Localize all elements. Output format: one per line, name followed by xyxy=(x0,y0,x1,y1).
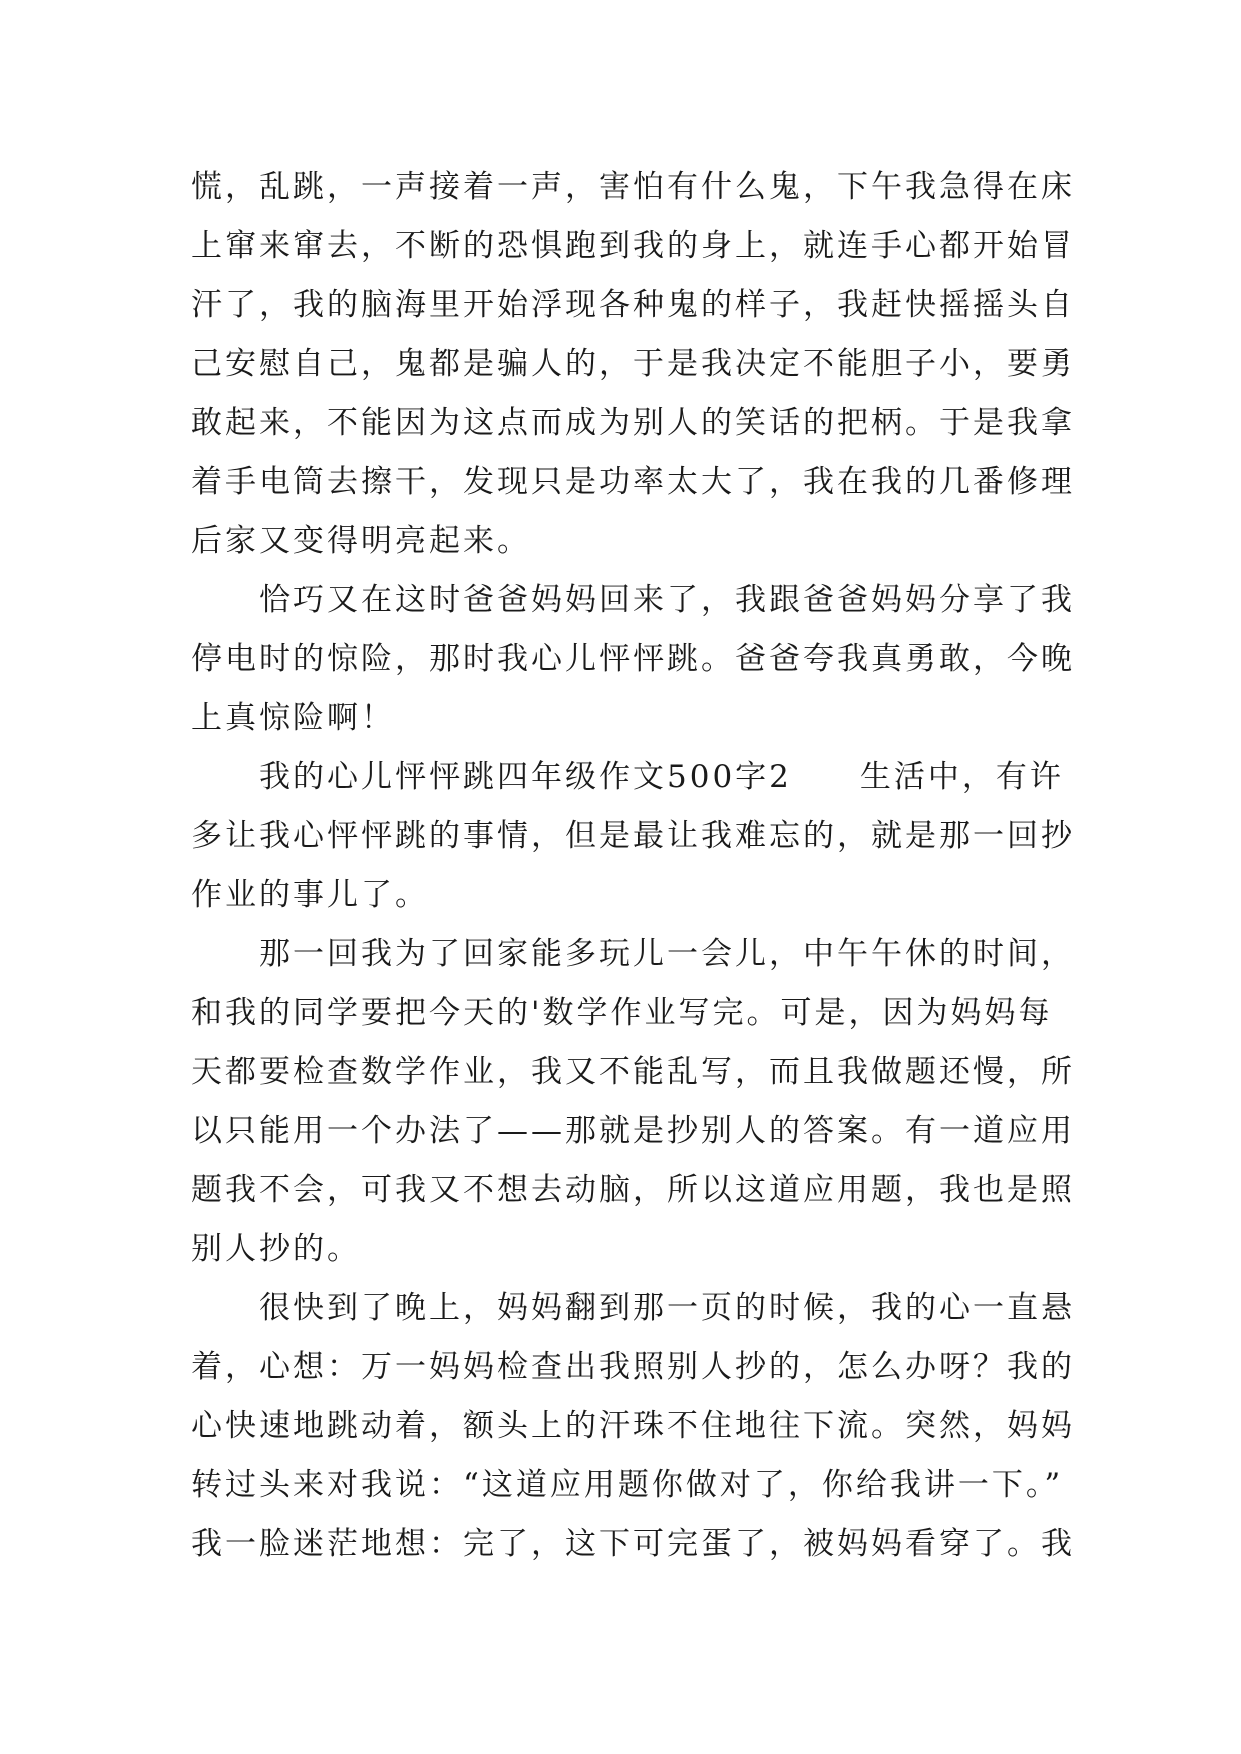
text-line: 停电时的惊险，那时我心儿怦怦跳。爸爸夸我真勇敢，今晚 xyxy=(191,641,1075,677)
paragraph-4 xyxy=(191,925,1075,1279)
text-line: 心快速地跳动着，额头上的汗珠不住地往下流。突然，妈妈 xyxy=(191,1408,1075,1444)
document-body xyxy=(191,158,1075,1574)
text-line: 多让我心怦怦跳的事情，但是最让我难忘的，就是那一回抄 xyxy=(191,818,1075,854)
paragraph-2 xyxy=(191,571,1075,748)
text-line: 己安慰自己，鬼都是骗人的，于是我决定不能胆子小，要勇 xyxy=(191,346,1075,382)
text-line: 着，心想：万一妈妈检查出我照别人抄的，怎么办呀？我的 xyxy=(191,1349,1075,1385)
text-line: 恰巧又在这时爸爸妈妈回来了，我跟爸爸妈妈分享了我 xyxy=(259,582,1075,618)
text-line: 我一脸迷茫地想：完了，这下可完蛋了，被妈妈看穿了。我 xyxy=(191,1526,1075,1562)
text-line: 别人抄的。 xyxy=(191,1231,361,1267)
paragraph-3 xyxy=(191,748,1075,925)
text-line: 天都要检查数学作业，我又不能乱写，而且我做题还慢，所 xyxy=(191,1054,1075,1090)
text-line: 转过头来对我说：“这道应用题你做对了，你给我讲一下。” xyxy=(191,1467,1064,1503)
text-line: 敢起来，不能因为这点而成为别人的笑话的把柄。于是我拿 xyxy=(191,405,1075,441)
text-line: 和我的同学要把今天的'数学作业写完。可是，因为妈妈每 xyxy=(191,995,1053,1031)
text-line: 上窜来窜去，不断的恐惧跑到我的身上，就连手心都开始冒 xyxy=(191,228,1075,264)
text-line: 以只能用一个办法了——那就是抄别人的答案。有一道应用 xyxy=(191,1113,1075,1149)
text-line: 后家又变得明亮起来。 xyxy=(191,523,531,559)
text-line: 那一回我为了回家能多玩儿一会儿，中午午休的时间， xyxy=(259,936,1075,972)
text-line: 上真惊险啊！ xyxy=(191,700,395,736)
paragraph-5 xyxy=(191,1279,1075,1574)
text-line: 很快到了晚上，妈妈翻到那一页的时候，我的心一直悬 xyxy=(259,1290,1075,1326)
text-line: 我的心儿怦怦跳四年级作文500字2 生活中，有许 xyxy=(259,759,1064,795)
paragraph-1 xyxy=(191,158,1075,571)
text-line: 慌，乱跳，一声接着一声，害怕有什么鬼，下午我急得在床 xyxy=(191,169,1075,205)
text-line: 作业的事儿了。 xyxy=(191,877,429,913)
text-line: 着手电筒去擦干，发现只是功率太大了，我在我的几番修理 xyxy=(191,464,1075,500)
text-line: 汗了，我的脑海里开始浮现各种鬼的样子，我赶快摇摇头自 xyxy=(191,287,1075,323)
text-line: 题我不会，可我又不想去动脑，所以这道应用题，我也是照 xyxy=(191,1172,1075,1208)
